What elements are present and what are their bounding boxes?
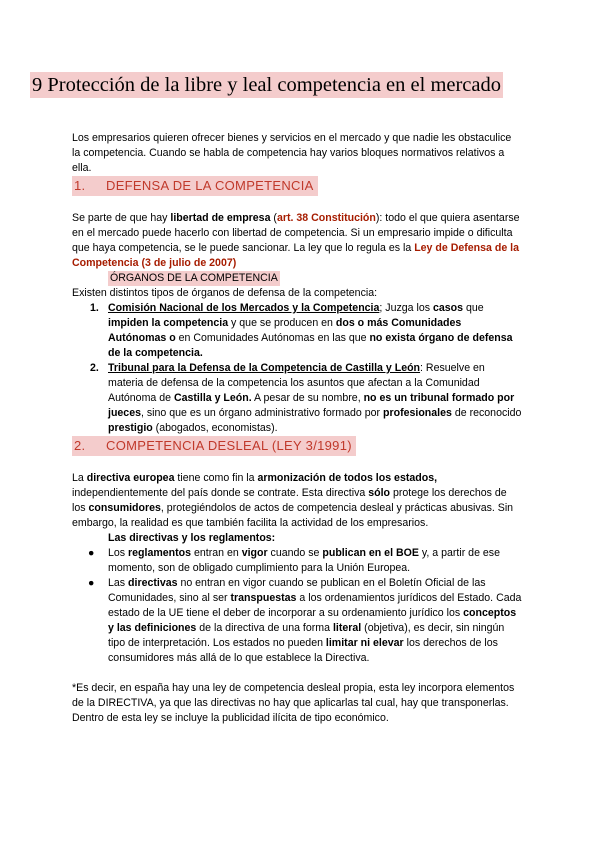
text-run: los derechos de los consumidores más allá de lo que establece la Directiva. xyxy=(108,637,498,664)
section-2-heading-wrap xyxy=(72,436,522,456)
text-run: y, a partir de ese momento, son de obligado cumplimiento para la Unión Europea. xyxy=(108,547,500,574)
section-1-heading-wrap xyxy=(72,176,522,196)
organos-intro: Existen distintos tipos de órganos de defensa de la competencia: xyxy=(72,287,378,299)
text-run: entran en xyxy=(191,547,242,559)
text-run: , protegiéndolos de actos de competencia desleal y prácticas abusivas. Sin embargo, la realidad es que también facilita la actividad de los empresarios. xyxy=(72,502,514,529)
text-run: tiene como fin la xyxy=(174,472,258,484)
text-run-bold: vigor xyxy=(241,547,268,559)
list-item xyxy=(88,546,522,576)
text-run: , sino que es un órgano administrativo formado por xyxy=(140,407,384,419)
organos-subheading-wrap xyxy=(108,271,522,286)
text-run-bold: directivas xyxy=(128,577,178,589)
text-run: Se parte de que hay xyxy=(72,212,171,224)
list-item xyxy=(88,576,522,666)
text-run: protege los derechos de los xyxy=(72,487,507,514)
text-run-bold: publican en el BOE xyxy=(322,547,419,559)
list-number: 2. xyxy=(90,362,99,374)
directivas-subheading: Las directivas y los reglamentos: xyxy=(108,532,276,544)
text-run-bold: reglamentos xyxy=(128,547,192,559)
section-2-title: COMPETENCIA DESLEAL (LEY 3/1991) xyxy=(106,438,352,453)
section-2-heading xyxy=(72,436,356,456)
text-run: (objetiva), es decir, sin ningún tipo de interpretación. Los estados no pueden xyxy=(108,622,505,649)
text-run: : Resuelve en materia de defensa de la competencia los asuntos que afectan a la Comunidad Autónoma de xyxy=(108,362,485,404)
text-run: Los xyxy=(108,547,129,559)
text-run: La xyxy=(72,472,87,484)
text-run-bold: transpuestas xyxy=(230,592,297,604)
text-run-bold: no es un tribunal formado por jueces xyxy=(108,392,515,419)
text-run-bold: impiden la competencia xyxy=(108,317,229,329)
text-run: de la directiva de una forma xyxy=(196,622,333,634)
section-2-number: 2. xyxy=(74,438,86,453)
text-run-bold: no exista órgano de defensa de la competencia. xyxy=(108,332,513,359)
text-run: de reconocido xyxy=(451,407,522,419)
directivas-list xyxy=(72,546,522,666)
section-1-paragraph xyxy=(72,211,522,271)
text-run: ; Juzga los xyxy=(379,302,433,314)
intro-paragraph: Los empresarios quieren ofrecer bienes y servicios en el mercado y que nadie les obstaculice la competencia. Cuando se habla de competencia hay varios bloques normativos relativos a ella. xyxy=(72,132,512,174)
section-1-heading xyxy=(72,176,318,196)
organos-subheading: ÓRGANOS DE LA COMPETENCIA xyxy=(110,272,278,284)
text-run-bold: sólo xyxy=(368,487,391,499)
text-run: en Comunidades Autónomas en las que xyxy=(175,332,370,344)
page-title: 9 Protección de la libre y leal competencia en el mercado xyxy=(32,74,502,96)
bullet-dot-icon: ● xyxy=(88,577,95,589)
text-run: Las xyxy=(108,577,129,589)
text-run-bold: literal xyxy=(332,622,362,634)
text-run: a los ordenamientos jurídicos del Estado. Cada estado de la UE tiene el deber de incorporar a su ordenamiento jurídico los xyxy=(108,592,522,619)
text-run-underline: Tribunal para la Defensa de la Competencia de Castilla y León xyxy=(108,362,421,374)
text-run: (abogados, economistas). xyxy=(152,422,278,434)
text-run-bold: limitar ni elevar xyxy=(325,637,404,649)
text-run-bold: prestigio xyxy=(108,422,153,434)
text-run: A pesar de su nombre, xyxy=(251,392,364,404)
text-run: que xyxy=(463,302,484,314)
constitution-reference: art. 38 Constitución xyxy=(276,212,376,224)
text-run: no entran en vigor cuando se publican en el Boletín Oficial de las Comunidades, sino al ser xyxy=(108,577,486,604)
text-run-bold: libertad de empresa xyxy=(170,212,271,224)
text-run: y que se producen en xyxy=(228,317,336,329)
text-run-bold: armonización de todos los estados, xyxy=(257,472,438,484)
text-run-bold: directiva europea xyxy=(86,472,175,484)
text-run: ): todo el que quiera asentarse en el mercado puede hacerlo con libertad de competencia. Si un empresario impide o dificulta que haya competencia, se le puede sancionar. La ley que lo regula es la xyxy=(72,212,520,254)
text-run-bold: dos o más Comunidades Autónomas o xyxy=(108,317,462,344)
list-item xyxy=(90,301,522,361)
list-number: 1. xyxy=(90,302,99,314)
section-1-title: DEFENSA DE LA COMPETENCIA xyxy=(106,178,314,193)
text-run: cuando se xyxy=(267,547,323,559)
text-run-bold: profesionales xyxy=(383,407,452,419)
law-reference: Ley de Defensa de la Competencia (3 de julio de 2007) xyxy=(72,242,519,269)
footnote-paragraph: *Es decir, en españa hay una ley de competencia desleal propia, esta ley incorpora elementos de la DIRECTIVA, ya que las directivas no hay que aplicarlas tal cual, hay que transponerlas. Dentro de esta ley se incluye la publicidad ilícita de tipo económico. xyxy=(72,682,515,724)
text-run-bold: Castilla y León. xyxy=(173,392,252,404)
list-item xyxy=(90,361,522,436)
text-run-underline: Comisión Nacional de los Mercados y la Competencia xyxy=(108,302,380,314)
text-run: independientemente del país donde se contrate. Esta directiva xyxy=(72,487,369,499)
title-wrap xyxy=(30,72,503,98)
document-body xyxy=(72,131,522,726)
text-run-bold: consumidores xyxy=(88,502,161,514)
organos-list xyxy=(72,301,522,436)
section-2-paragraph xyxy=(72,471,522,531)
text-run-bold: casos xyxy=(433,302,464,314)
section-1-number: 1. xyxy=(74,178,86,193)
text-run-bold: conceptos y las definiciones xyxy=(108,607,517,634)
text-run: ( xyxy=(270,212,277,224)
bullet-dot-icon: ● xyxy=(88,547,95,559)
